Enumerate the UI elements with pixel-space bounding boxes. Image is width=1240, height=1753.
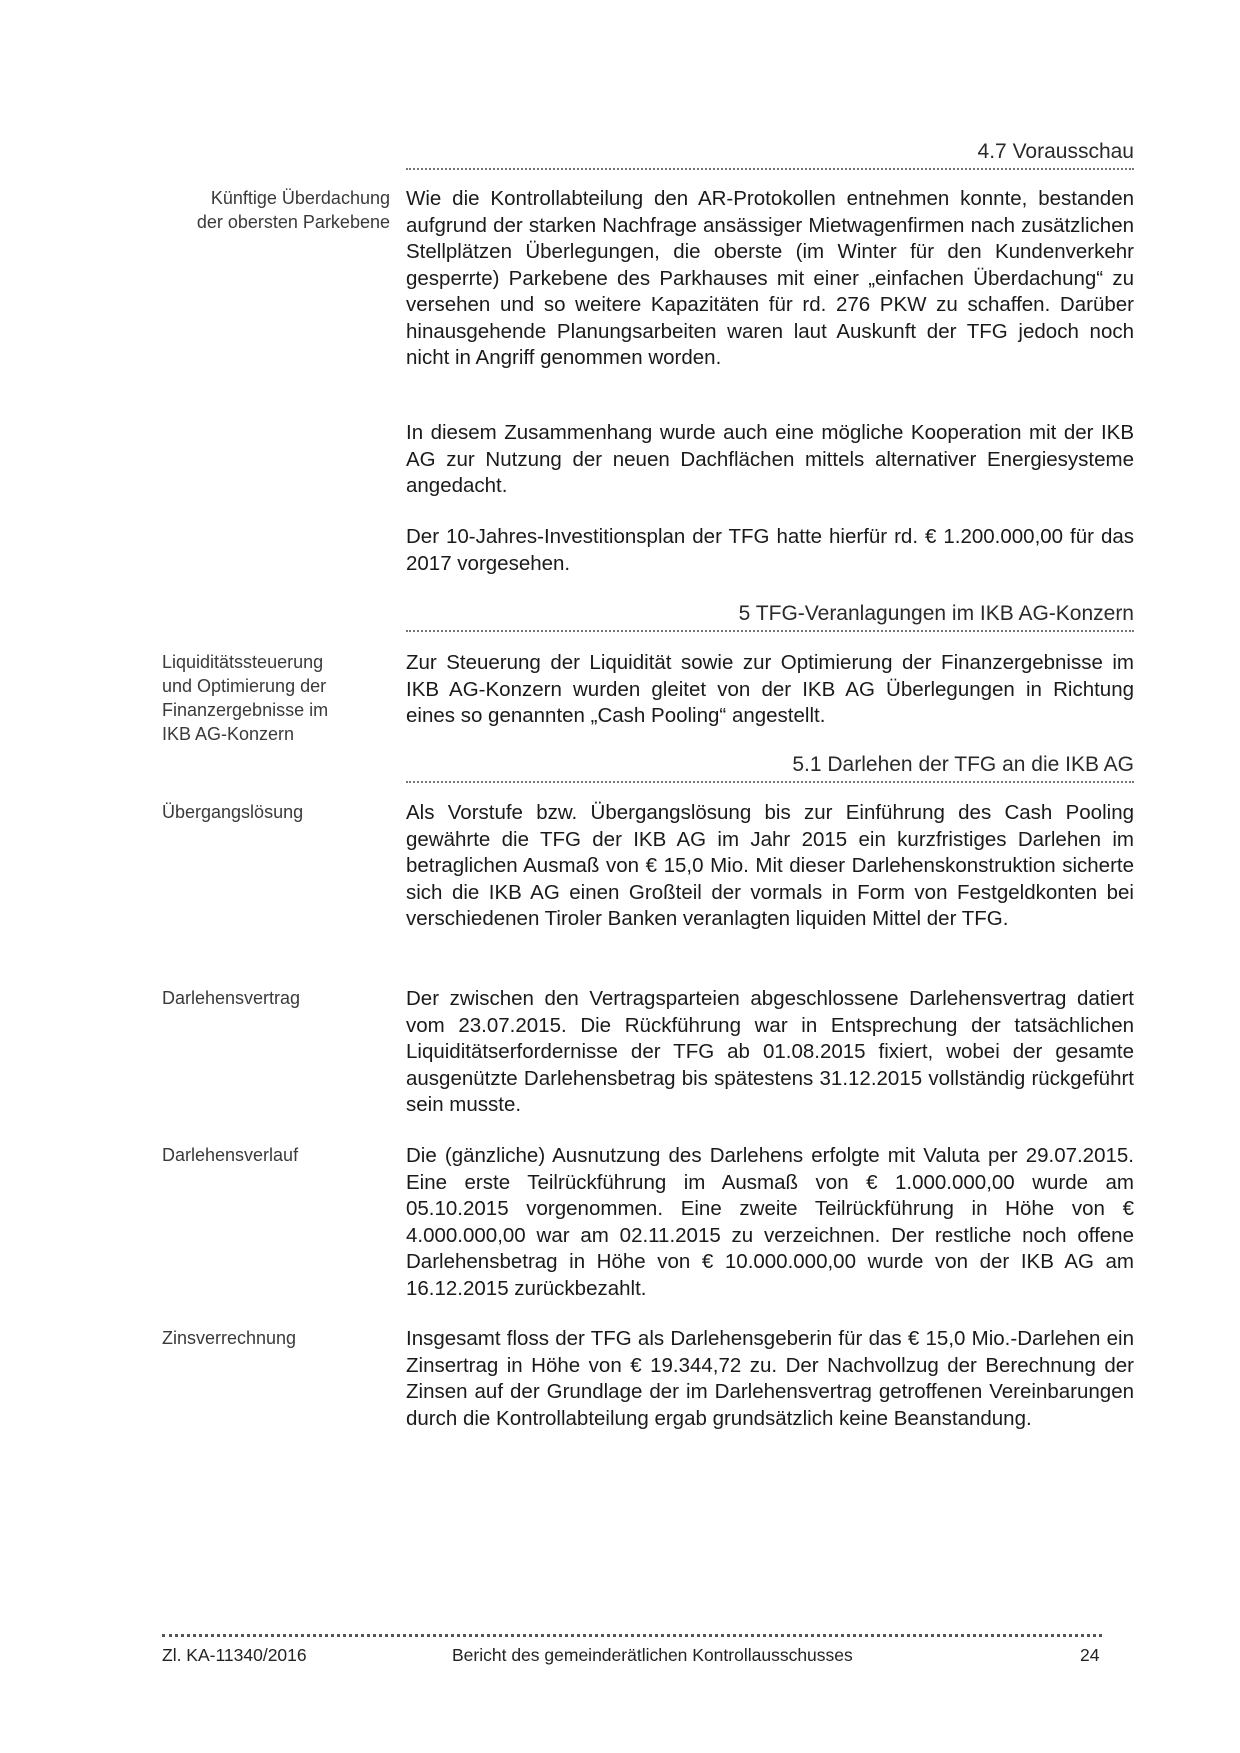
paragraph-uebergangsloesung: Als Vorstufe bzw. Übergangslösung bis zur Einführung des Cash Pooling gewährte die TFG der IKB AG im Jahr 2015 ein kurzfristiges Darlehen im betraglichen Ausmaß von € 15,0 Mio. Mit dieser Darlehenskonstruktion sicherte sich die IKB AG einen Großteil der vormals in Form von Festgeldkonten bei verschiedenen Tiroler Banken veranlagten liquiden Mittel der TFG. <box>406 801 1134 930</box>
margin-note-zinsverrechnung: Zinsverrechnung <box>162 1328 297 1348</box>
margin-note-line: Liquiditätssteuerung <box>162 652 324 672</box>
section-heading-5-1: 5.1 Darlehen der TFG an die IKB AG <box>406 753 1134 783</box>
paragraph-investitionsplan: Der 10-Jahres-Investitionsplan der TFG hatte hierfür rd. € 1.200.000,00 für das 2017 vorgesehen. <box>406 525 1134 575</box>
margin-note-line: der obersten Parkebene <box>196 212 390 232</box>
margin-note-line: IKB AG-Konzern <box>162 724 295 744</box>
paragraph-ueberdachung: Wie die Kontrollabteilung den AR-Protokollen entnehmen konnte, bestanden aufgrund der starken Nachfrage ansässiger Mietwagenfirmen nach zusätzlichen Stellplätzen Überlegungen, die oberste (im Winter für den Kundenverkehr gesperrte) Parkebene des Parkhauses mit einer „einfachen Überdachung“ zu versehen und so weitere Kapazitäten für rd. 276 PKW zu schaffen. Darüber hinausgehende Planungsarbeiten waren laut Auskunft der TFG jedoch noch nicht in Angriff genommen worden. <box>406 187 1134 369</box>
page-number: 24 <box>1080 1645 1100 1665</box>
paragraph-zinsverrechnung: Insgesamt floss der TFG als Darlehensgeberin für das € 15,0 Mio.-Darlehen ein Zinsertrag in Höhe von € 19.344,72 zu. Der Nachvollzug der Berechnung der Zinsen auf der Grundlage der im Darlehensvertrag getroffenen Vereinbarungen durch die Kontrollabteilung ergab grundsätzlich keine Beanstandung. <box>406 1327 1134 1430</box>
footer-reference: Zl. KA-11340/2016 <box>162 1645 307 1665</box>
section-heading-5: 5 TFG-Veranlagungen im IKB AG-Konzern <box>406 602 1134 632</box>
paragraph-kooperation: In diesem Zusammenhang wurde auch eine mögliche Kooperation mit der IKB AG zur Nutzung der neuen Dachflächen mittels alternativer Energiesysteme angedacht. <box>406 421 1134 497</box>
footer-divider <box>162 1634 1102 1637</box>
margin-note-darlehensverlauf: Darlehensverlauf <box>162 1145 299 1165</box>
margin-note-ueberdachung <box>140 186 390 234</box>
footer-title: Bericht des gemeinderätlichen Kontrollausschusses <box>452 1645 853 1665</box>
margin-note-line: Finanzergebnisse im <box>162 700 329 720</box>
margin-note-line: und Optimierung der <box>162 676 327 696</box>
margin-note-line: Künftige Überdachung <box>210 188 390 208</box>
paragraph-darlehensvertrag: Der zwischen den Vertragsparteien abgeschlossene Darlehensvertrag datiert vom 23.07.2015. Die Rückführung war in Entsprechung der tatsächlichen Liquiditätserfordernisse der TFG ab 01.08.2015 fixiert, wobei der gesamte ausgenützte Darlehensbetrag bis spätestens 31.12.2015 vollständig rückgeführt sein musste. <box>406 987 1134 1116</box>
section-heading-4-7: 4.7 Vorausschau <box>406 140 1134 170</box>
paragraph-cash-pooling: Zur Steuerung der Liquidität sowie zur Optimierung der Finanzergebnisse im IKB AG-Konzern wurden gleitet von der IKB AG Überlegungen in Richtung eines so genannten „Cash Pooling“ angestellt. <box>406 651 1134 727</box>
margin-note-uebergangsloesung: Übergangslösung <box>162 802 304 822</box>
margin-note-liquiditaet <box>162 650 398 746</box>
paragraph-darlehensverlauf: Die (gänzliche) Ausnutzung des Darlehens erfolgte mit Valuta per 29.07.2015. Eine erste Teilrückführung im Ausmaß von € 1.000.000,00 wurde am 05.10.2015 vorgenommen. Eine zweite Teilrückführung in Höhe von € 4.000.000,00 war am 02.11.2015 zu verzeichnen. Der restliche noch offene Darlehensbetrag in Höhe von € 10.000.000,00 wurde von der IKB AG am 16.12.2015 zurückbezahlt. <box>406 1144 1134 1300</box>
margin-note-darlehensvertrag: Darlehensvertrag <box>162 988 301 1008</box>
